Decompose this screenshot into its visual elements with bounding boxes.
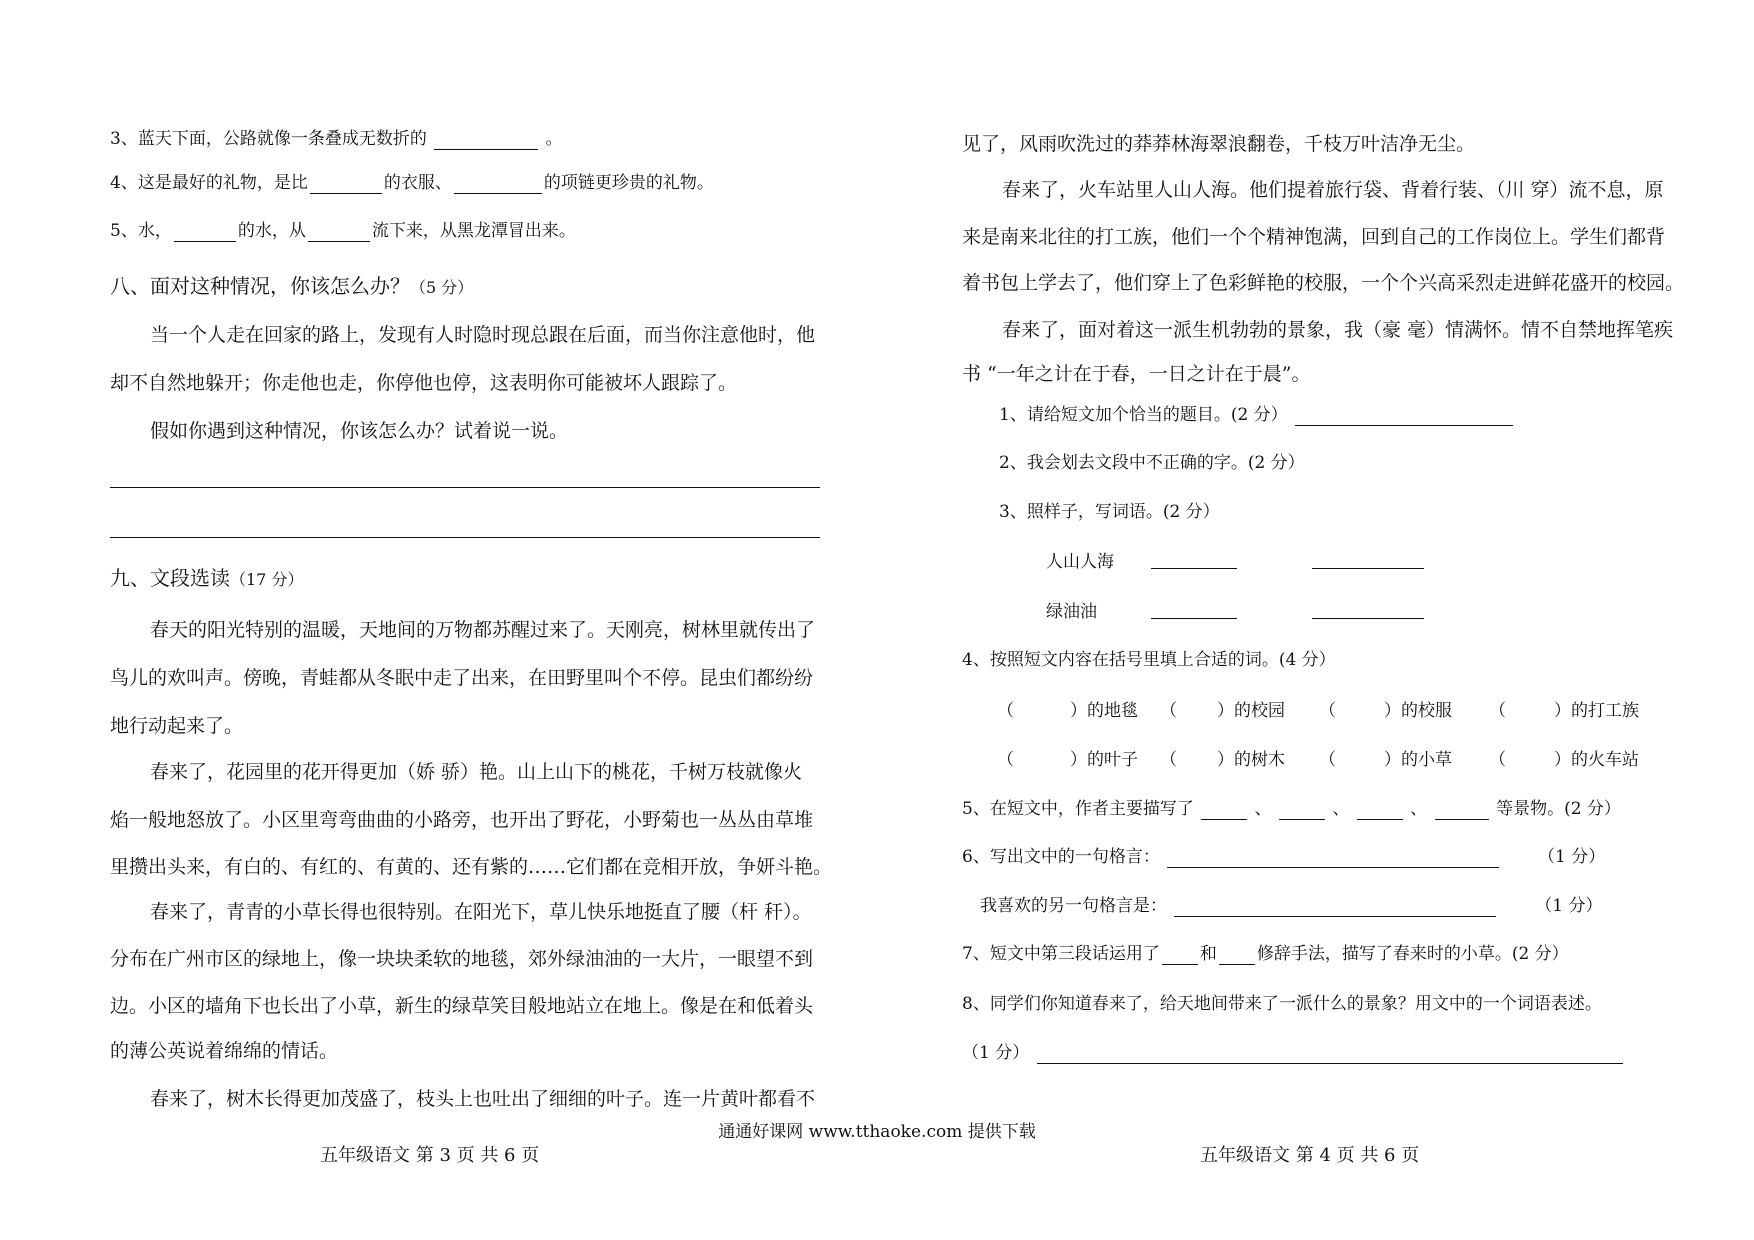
question-3: 3、照样子，写词语。(2 分） [999, 502, 1220, 522]
answer-blank[interactable] [1435, 801, 1489, 820]
passage-line: 地行动起来了。 [110, 715, 244, 737]
passage-line: 鸟儿的欢叫声。傍晚，青蛙都从冬眠中走了出来，在田野里叫个不停。昆虫们都纷纷 [110, 667, 814, 689]
page-footer: 五年级语文 第 3 页 共 6 页 [320, 1145, 540, 1166]
answer-blank[interactable] [1279, 801, 1325, 820]
passage-line: 春来了，火车站里人山人海。他们提着旅行袋、背着行装、（川 穿）流不息，原 [1002, 179, 1664, 201]
answer-blank[interactable] [454, 175, 542, 194]
question-3: 3、蓝天下面，公路就像一条叠成无数折的 。 [110, 129, 563, 149]
fill-item[interactable]: （ ）的打工族 [1489, 701, 1639, 721]
answer-blank[interactable] [1357, 801, 1403, 820]
answer-blank[interactable] [1167, 849, 1499, 868]
answer-blank[interactable] [310, 175, 382, 194]
section-8-heading: 八、面对这种情况，你该怎么办？（5 分） [110, 274, 474, 298]
passage-line: 着书包上学去了，他们穿上了色彩鲜艳的校服，一个个兴高采烈走进鲜花盛开的校园。 [962, 272, 1685, 294]
passage-line: 焰一般地怒放了。小区里弯弯曲曲的小路旁，也开出了野花，小野菊也一丛丛由草堆 [110, 809, 814, 831]
right-page [962, 0, 1685, 1240]
answer-blank[interactable] [1312, 600, 1424, 619]
answer-blank[interactable] [174, 223, 236, 242]
answer-blank[interactable] [1037, 1045, 1623, 1064]
answer-blank[interactable] [308, 223, 370, 242]
fill-item[interactable]: （ ）的地毯 [997, 701, 1138, 721]
answer-blank[interactable] [1162, 946, 1198, 965]
question-8: 8、同学们你知道春来了，给天地间带来了一派什么的景象？用文中的一个词语表述。 [962, 994, 1602, 1014]
answer-blank[interactable] [434, 131, 538, 150]
question-4: 4、按照短文内容在括号里填上合适的词。(4 分） [962, 650, 1336, 670]
fill-item[interactable]: （ ）的火车站 [1489, 750, 1639, 770]
passage-line: 春来了，面对着这一派生机勃勃的景象，我（豪 毫）情满怀。情不自禁地挥笔疾 [1002, 319, 1674, 341]
passage-line: 分布在广州市区的绿地上，像一块块柔软的地毯，郊外绿油油的一大片，一眼望不到 [110, 948, 814, 970]
passage-line: 边。小区的墙角下也长出了小草，新生的绿草笑目般地站立在地上。像是在和低着头 [110, 995, 814, 1017]
passage-line: 书 “一年之计在于春，一日之计在于晨”。 [962, 363, 1311, 385]
section-9-heading: 九、文段选读（17 分） [110, 566, 304, 590]
fill-item[interactable]: （ ）的校园 [1160, 701, 1285, 721]
passage-line: 来是南来北往的打工族，他们一个个精神饱满，回到自己的工作岗位上。学生们都背 [962, 226, 1666, 248]
question-4: 4、这是最好的礼物，是比 的衣服、 的项链更珍贵的礼物。 [110, 173, 714, 193]
answer-blank[interactable] [1174, 898, 1496, 917]
question-5: 5、在短文中，作者主要描写了 、 、 、 等景物。(2 分） [962, 799, 1621, 819]
question-6-extra: 我喜欢的另一句格言是： （1 分） [980, 896, 1603, 916]
question-7: 7、短文中第三段话运用了 和 修辞手法，描写了春来时的小草。(2 分） [962, 944, 1569, 964]
paragraph-line: 假如你遇到这种情况，你该怎么办？试着说一说。 [150, 420, 569, 442]
question-1: 1、请给短文加个恰当的题目。(2 分） [999, 404, 1515, 426]
passage-line: 春天的阳光特别的温暖，天地间的万物都苏醒过来了。天刚亮，树林里就传出了 [150, 619, 816, 641]
passage-line: 见了，风雨吹洗过的莽莽林海翠浪翻卷，千枝万叶洁净无尘。 [962, 133, 1476, 155]
passage-line: 的薄公英说着绵绵的情话。 [110, 1040, 339, 1062]
passage-line: 春来了，花园里的花开得更加（娇 骄）艳。山上山下的桃花，千树万枝就像火 [150, 761, 803, 783]
answer-blank[interactable] [1151, 600, 1237, 619]
word-example: 绿油油 [1046, 602, 1097, 622]
question-2: 2、我会划去文段中不正确的字。(2 分） [999, 453, 1305, 473]
question-5: 5、水， 的水，从 流下来，从黑龙潭冒出来。 [110, 221, 576, 241]
paragraph-line: 当一个人走在回家的路上，发现有人时隐时现总跟在后面，而当你注意他时，他 [150, 324, 816, 346]
passage-line: 春来了，青青的小草长得也很特别。在阳光下，草儿快乐地挺直了腰（杆 秆）。 [150, 901, 812, 923]
passage-line: 里攒出头来，有白的、有红的、有黄的、还有紫的……它们都在竞相开放，争妍斗艳。 [110, 856, 833, 878]
question-8-answer: （1 分） [962, 1042, 1625, 1064]
paragraph-line: 却不自然地躲开；你走他也走，你停他也停，这表明你可能被坏人跟踪了。 [110, 372, 738, 394]
fill-item[interactable]: （ ）的校服 [1319, 701, 1452, 721]
fill-item[interactable]: （ ）的叶子 [997, 750, 1138, 770]
answer-blank[interactable] [1151, 550, 1237, 569]
page-footer: 五年级语文 第 4 页 共 6 页 [1200, 1145, 1420, 1166]
fill-item[interactable]: （ ）的树木 [1160, 750, 1285, 770]
fill-item[interactable]: （ ）的小草 [1319, 750, 1452, 770]
left-page [110, 0, 833, 1240]
question-6: 6、写出文中的一句格言： （1 分） [962, 847, 1606, 867]
answer-line[interactable] [110, 537, 820, 538]
answer-blank[interactable] [1219, 946, 1255, 965]
source-watermark: 通通好课网 www.tthaoke.com 提供下载 [718, 1122, 1036, 1142]
answer-blank[interactable] [1201, 801, 1247, 820]
answer-blank[interactable] [1295, 407, 1513, 426]
answer-line[interactable] [110, 487, 820, 488]
answer-blank[interactable] [1312, 550, 1424, 569]
word-example: 人山人海 [1046, 552, 1114, 572]
passage-line: 春来了，树木长得更加茂盛了，枝头上也吐出了细细的叶子。连一片黄叶都看不 [150, 1088, 816, 1110]
